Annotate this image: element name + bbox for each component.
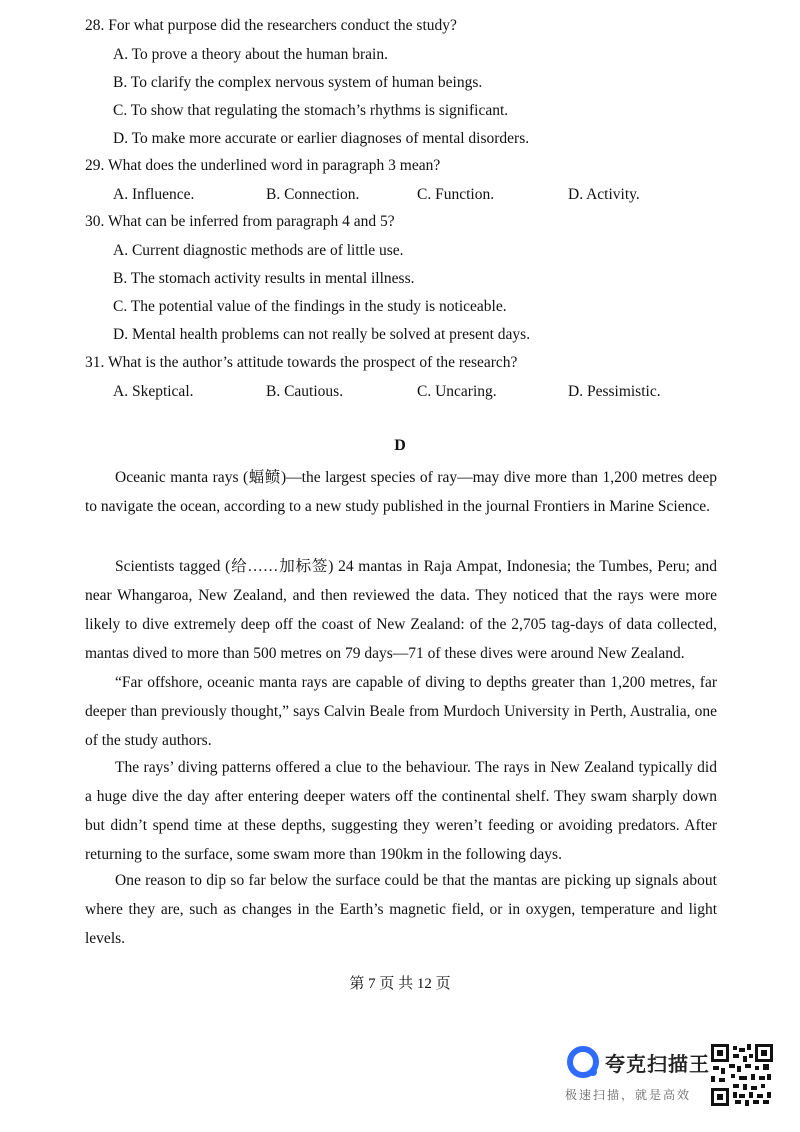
passage-paragraph-1: Oceanic manta rays (蝠鲼)—the largest species of ray—may dive more than 1,200 metres deep to navigate the ocean, according to a new study published in the journal Frontiers in Marine Science. xyxy=(85,469,717,515)
question-28-option-d: D. To make more accurate or earlier diagnoses of mental disorders. xyxy=(113,130,530,147)
question-30-option-b: B. The stomach activity results in mental illness. xyxy=(113,270,415,287)
qr-code-icon xyxy=(711,1044,773,1106)
scanner-watermark xyxy=(565,1044,775,1108)
question-31-option-d: D. Pessimistic. xyxy=(568,383,661,400)
question-31-option-c: C. Uncaring. xyxy=(417,383,497,400)
question-30-stem: 30. What can be inferred from paragraph 4 and 5? xyxy=(85,213,395,230)
question-31-stem: 31. What is the author’s attitude towards the prospect of the research? xyxy=(85,354,518,371)
question-29-option-a: A. Influence. xyxy=(113,186,195,203)
page-number-footer: 第 7 页 共 12 页 xyxy=(349,976,451,992)
passage-paragraph-3: “Far offshore, oceanic manta rays are capable of diving to depths greater than 1,200 metres, far deeper than previously thought,” says Calvin Beale from Murdoch University in Perth, Australia, one of the study authors. xyxy=(85,674,717,749)
watermark-app-name: 夸克扫描王 xyxy=(605,1052,710,1076)
question-30-option-d: D. Mental health problems can not really be solved at present days. xyxy=(113,326,531,343)
question-28-stem: 28. For what purpose did the researchers conduct the study? xyxy=(85,17,457,34)
question-28-option-b: B. To clarify the complex nervous system of human beings. xyxy=(113,74,483,91)
question-29-stem: 29. What does the underlined word in paragraph 3 mean? xyxy=(85,157,441,174)
question-29-option-d: D. Activity. xyxy=(568,186,640,203)
passage-paragraph-5: One reason to dip so far below the surface could be that the mantas are picking up signals about where they are, such as changes in the Earth’s magnetic field, or in oxygen, temperature and light levels. xyxy=(85,872,717,947)
question-30-option-c: C. The potential value of the findings in the study is noticeable. xyxy=(113,298,507,315)
quark-logo-icon xyxy=(565,1044,601,1080)
question-28-option-c: C. To show that regulating the stomach’s rhythms is significant. xyxy=(113,102,509,119)
question-28-option-a: A. To prove a theory about the human brain. xyxy=(113,46,388,63)
question-29-option-b: B. Connection. xyxy=(266,186,360,203)
question-31-option-a: A. Skeptical. xyxy=(113,383,194,400)
watermark-slogan: 极速扫描，就是高效 xyxy=(565,1088,692,1102)
passage-paragraph-4: The rays’ diving patterns offered a clue to the behaviour. The rays in New Zealand typically did a huge dive the day after entering deeper waters off the continental shelf. They swam sharply down but didn’t spend time at these depths, suggesting they weren’t feeding or avoiding predators. After returning to the surface, some swam more than 190km in the following days. xyxy=(85,759,717,863)
question-30-option-a: A. Current diagnostic methods are of little use. xyxy=(113,242,404,259)
question-29-option-c: C. Function. xyxy=(417,186,495,203)
section-title: D xyxy=(394,437,406,454)
question-31-option-b: B. Cautious. xyxy=(266,383,344,400)
passage-paragraph-2: Scientists tagged (给……加标签) 24 mantas in Raja Ampat, Indonesia; the Tumbes, Peru; and near Whangaroa, New Zealand, and then reviewed the data. They noticed that the rays were more likely to dive extremely deep off the coast of New Zealand: of the 2,705 tag-days of data collected, mantas dived to more than 500 metres on 79 days—71 of these dives were around New Zealand. xyxy=(85,558,717,662)
